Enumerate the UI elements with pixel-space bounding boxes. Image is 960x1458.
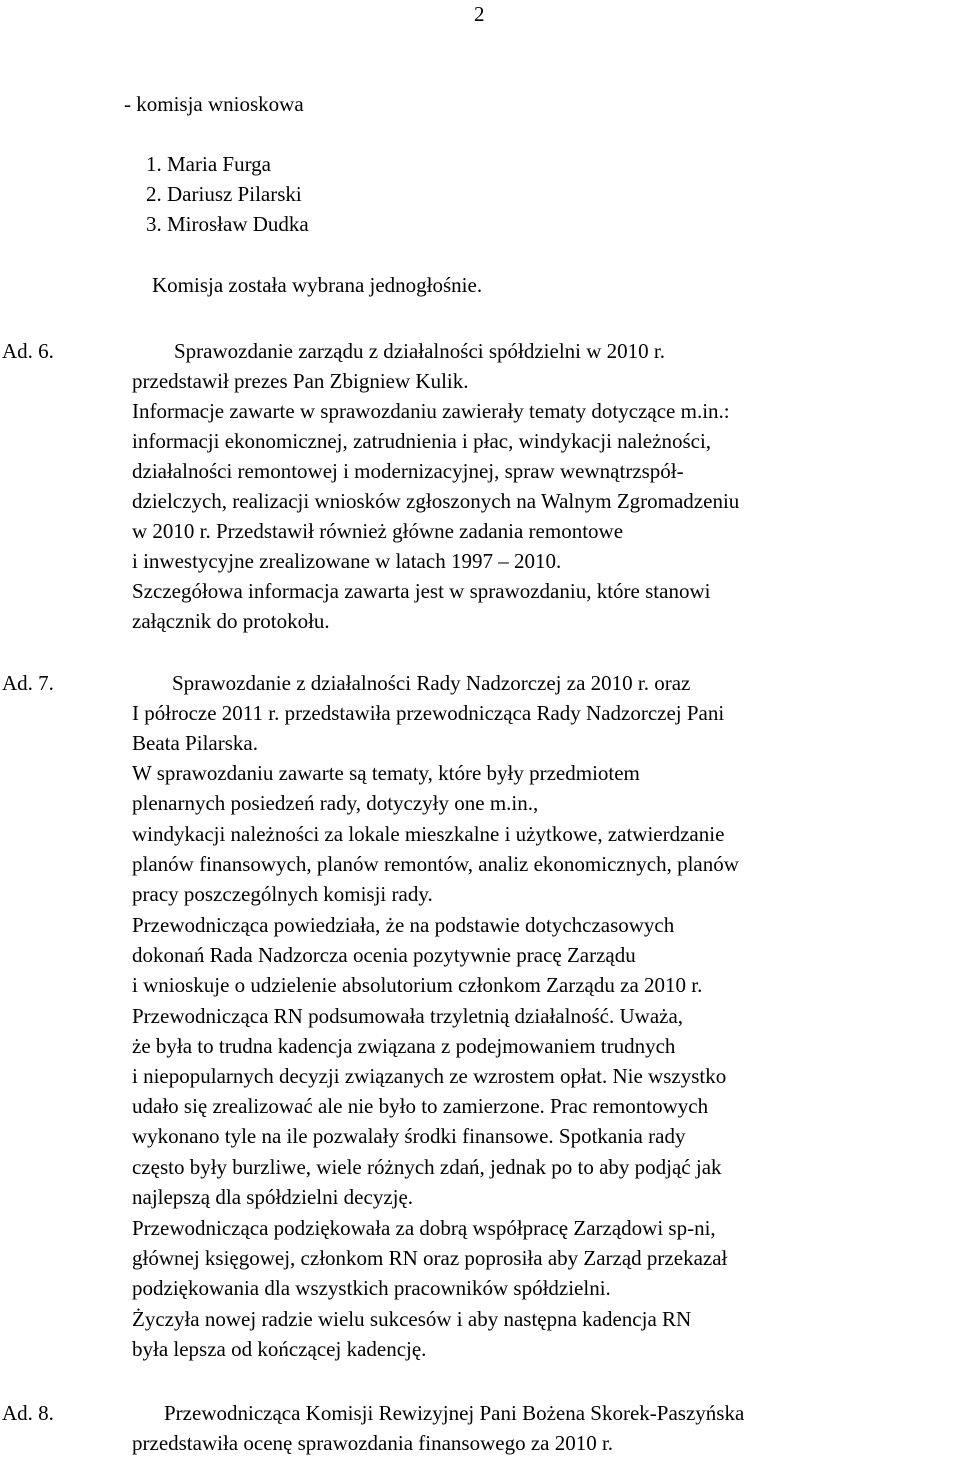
ad7-line: głównej księgowej, członkom RN oraz poprosiła aby Zarząd przekazał xyxy=(132,1246,728,1270)
ad6-line: działalności remontowej i modernizacyjnej, spraw wewnątrzspół- xyxy=(132,459,684,483)
ad7-line: Przewodnicząca podziękowała za dobrą współpracę Zarządowi sp-ni, xyxy=(132,1216,716,1240)
ad7-line: była lepsza od kończącej kadencję. xyxy=(132,1337,427,1361)
page-number: 2 xyxy=(474,2,485,26)
ad6-line: załącznik do protokołu. xyxy=(132,609,330,633)
commission-result: Komisja została wybrana jednogłośnie. xyxy=(152,273,483,297)
ad8-line: przedstawiła ocenę sprawozdania finansowego za 2010 r. xyxy=(132,1431,614,1455)
ad7-line: planów finansowych, planów remontów, analiz ekonomicznych, planów xyxy=(132,852,739,876)
ad6-line: Szczegółowa informacja zawarta jest w sprawozdaniu, które stanowi xyxy=(132,579,711,603)
ad7-line: podziękowania dla wszystkich pracowników spółdzielni. xyxy=(132,1276,611,1300)
ad8-label: Ad. 8. xyxy=(2,1401,54,1425)
ad7-line: Sprawozdanie z działalności Rady Nadzorczej za 2010 r. oraz xyxy=(172,671,691,695)
ad7-line: udało się zrealizować ale nie było to zamierzone. Prac remontowych xyxy=(132,1094,709,1118)
ad6-line: Informacje zawarte w sprawozdaniu zawierały tematy dotyczące m.in.: xyxy=(132,399,730,423)
ad8-line: Przewodnicząca Komisji Rewizyjnej Pani Bożena Skorek-Paszyńska xyxy=(164,1401,745,1425)
ad7-line: wykonano tyle na ile pozwalały środki finansowe. Spotkania rady xyxy=(132,1124,686,1148)
ad7-line: dokonań Rada Nadzorcza ocenia pozytywnie pracę Zarządu xyxy=(132,943,636,967)
ad6-line: i inwestycyjne zrealizowane w latach 1997 – 2010. xyxy=(132,549,562,573)
ad6-label: Ad. 6. xyxy=(2,339,54,363)
ad7-line: że była to trudna kadencja związana z podejmowaniem trudnych xyxy=(132,1034,676,1058)
ad7-line: Beata Pilarska. xyxy=(132,731,258,755)
ad7-line: I półrocze 2011 r. przedstawiła przewodnicząca Rady Nadzorczej Pani xyxy=(132,701,725,725)
ad7-line: Przewodnicząca RN podsumowała trzyletnią działalność. Uważa, xyxy=(132,1004,684,1028)
commission-member: 1. Maria Furga xyxy=(146,152,272,176)
ad7-label: Ad. 7. xyxy=(2,671,54,695)
ad6-line: dzielczych, realizacji wniosków zgłoszonych na Walnym Zgromadzeniu xyxy=(132,489,740,513)
ad6-line: w 2010 r. Przedstawił również główne zadania remontowe xyxy=(132,519,624,543)
commission-title: - komisja wnioskowa xyxy=(124,92,304,116)
ad7-line: W sprawozdaniu zawarte są tematy, które były przedmiotem xyxy=(132,761,640,785)
ad7-line: i niepopularnych decyzji związanych ze wzrostem opłat. Nie wszystko xyxy=(132,1064,727,1088)
ad7-line: najlepszą dla spółdzielni decyzję. xyxy=(132,1185,414,1209)
ad6-line: informacji ekonomicznej, zatrudnienia i płac, windykacji należności, xyxy=(132,429,712,453)
commission-member: 3. Mirosław Dudka xyxy=(146,212,309,236)
ad7-line: Przewodnicząca powiedziała, że na podstawie dotychczasowych xyxy=(132,913,675,937)
ad6-line: Sprawozdanie zarządu z działalności spółdzielni w 2010 r. xyxy=(174,339,665,363)
ad7-line: plenarnych posiedzeń rady, dotyczyły one m.in., xyxy=(132,791,539,815)
ad7-line: windykacji należności za lokale mieszkalne i użytkowe, zatwierdzanie xyxy=(132,822,725,846)
ad7-line: Życzyła nowej radzie wielu sukcesów i aby następna kadencja RN xyxy=(132,1307,692,1331)
ad7-line: i wnioskuje o udzielenie absolutorium członkom Zarządu za 2010 r. xyxy=(132,973,703,997)
ad7-line: często były burzliwe, wiele różnych zdań, jednak po to aby podjąć jak xyxy=(132,1155,722,1179)
commission-member: 2. Dariusz Pilarski xyxy=(146,182,302,206)
ad6-line: przedstawił prezes Pan Zbigniew Kulik. xyxy=(132,369,469,393)
ad7-line: pracy poszczególnych komisji rady. xyxy=(132,882,433,906)
